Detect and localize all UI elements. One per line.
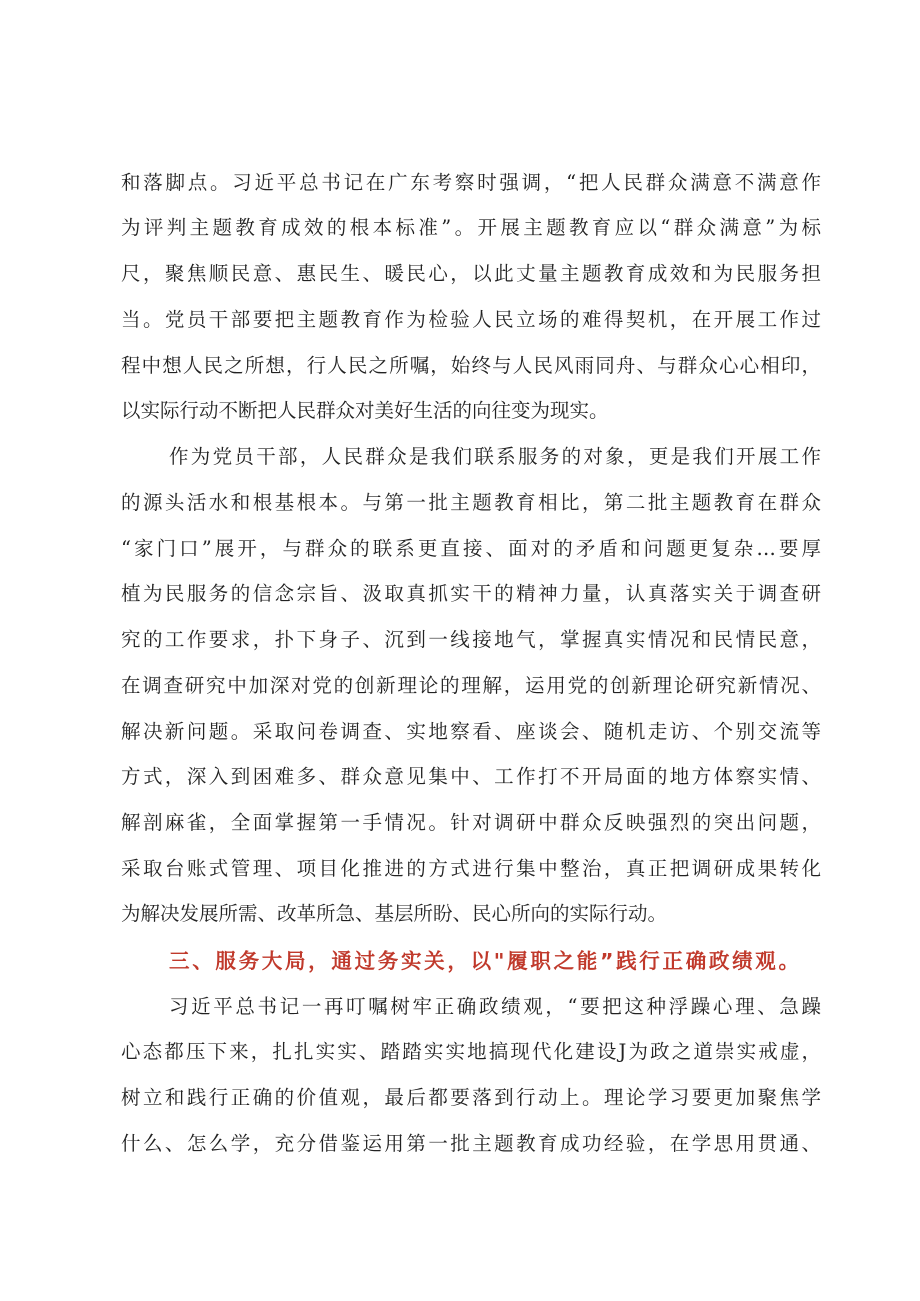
- paragraph-2-line-7: 解决新问题。采取问卷调查、实地察看、座谈会、随机走访、个别交流等: [121, 720, 821, 743]
- paragraph-2-line-3: “家门口”展开，与群众的联系更直接、面对的矛盾和问题更复杂…要厚: [121, 537, 821, 560]
- paragraph-2-line-10: 采取台账式管理、项目化推进的方式进行集中整治，真正把调研成果转化: [121, 857, 821, 880]
- paragraph-1-line-1: 和落脚点。习近平总书记在广东考察时强调，“把人民群众满意不满意作: [121, 171, 821, 194]
- paragraph-2-line-5: 究的工作要求，扑下身子、沉到一线接地气，掌握真实情况和民情民意，: [121, 628, 821, 651]
- paragraph-1-line-4: 当。党员干部要把主题教育作为检验人民立场的难得契机，在开展工作过: [121, 308, 821, 331]
- paragraph-3-line-1: 习近平总书记一再叮嘱树牢正确政绩观，“要把这种浮躁心理、急躁: [169, 995, 821, 1018]
- paragraph-2-line-8: 方式，深入到困难多、群众意见集中、工作打不开局面的地方体察实情、: [121, 765, 821, 788]
- paragraph-2-line-4: 植为民服务的信念宗旨、汲取真抓实干的精神力量，认真落实关于调查研: [121, 582, 821, 605]
- paragraph-3-line-3: 树立和践行正确的价值观，最后都要落到行动上。理论学习要更加聚焦学: [121, 1086, 821, 1109]
- paragraph-2-line-9: 解剖麻雀，全面掌握第一手情况。针对调研中群众反映强烈的突出问题，: [121, 811, 821, 834]
- paragraph-2-line-11: 为解决发展所需、改革所急、基层所盼、民心所向的实际行动。: [121, 902, 668, 925]
- paragraph-1-line-6: 以实际行动不断把人民群众对美好生活的向往变为现实。: [121, 399, 609, 422]
- paragraph-1-line-3: 尺，聚焦顺民意、惠民生、暖民心，以此丈量主题教育成效和为民服务担: [121, 262, 821, 285]
- paragraph-2-line-1: 作为党员干部，人民群众是我们联系服务的对象，更是我们开展工作: [169, 445, 821, 468]
- paragraph-2-line-6: 在调查研究中加深对党的创新理论的理解，运用党的创新理论研究新情况、: [121, 674, 821, 697]
- paragraph-3-line-4: 什么、怎么学，充分借鉴运用第一批主题教育成功经验，在学思用贯通、: [121, 1132, 821, 1155]
- paragraph-1-line-2: 为评判主题教育成效的根本标准”。开展主题教育应以“群众满意”为标: [121, 216, 821, 239]
- paragraph-2-line-2: 的源头活水和根基根本。与第一批主题教育相比，第二批主题教育在群众: [121, 491, 821, 514]
- section-heading: 三、服务大局，通过务实关，以"履职之能”践行正确政绩观。: [169, 949, 799, 973]
- paragraph-1-line-5: 程中想人民之所想，行人民之所嘱，始终与人民风雨同舟、与群众心心相印，: [121, 354, 821, 377]
- paragraph-3-line-2: 心态都压下来，扎扎实实、踏踏实实地搞现代化建设J为政之道崇实戒虚，: [121, 1040, 821, 1063]
